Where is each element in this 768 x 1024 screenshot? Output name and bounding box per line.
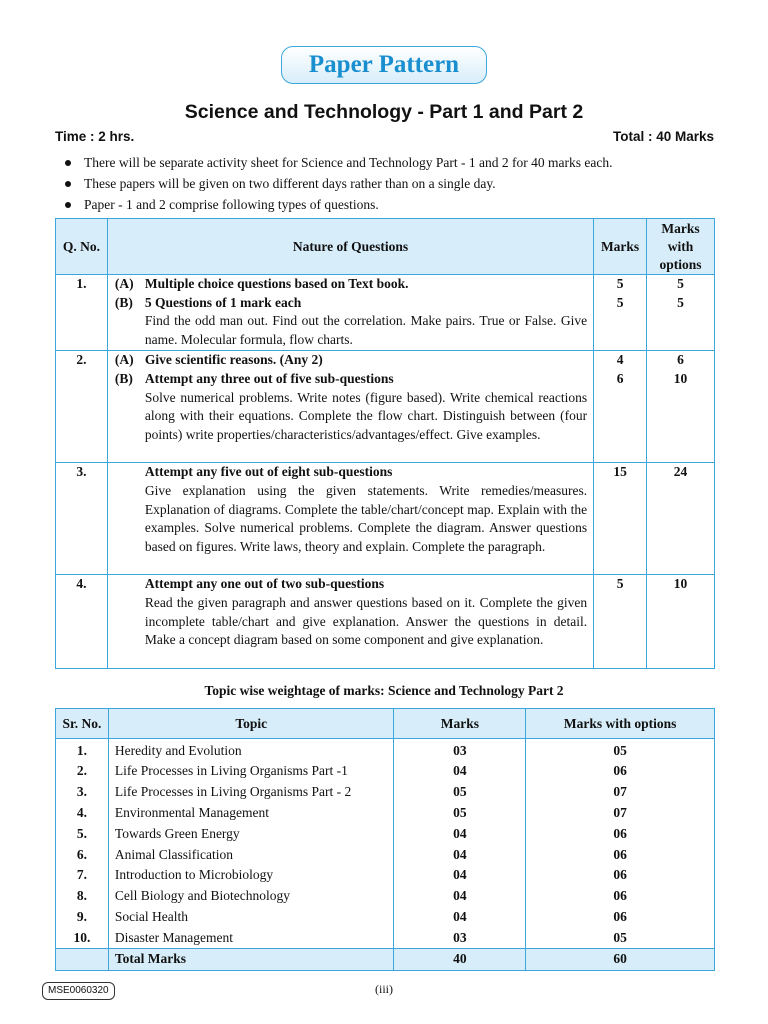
header-qno: Q. No.	[56, 219, 108, 275]
instruction-item: Paper - 1 and 2 comprise following types of questions.	[62, 195, 722, 216]
total-label: Total Marks	[108, 948, 394, 970]
table-row: 7. Introduction to Microbiology 04 06	[56, 865, 715, 886]
page-number: (iii)	[375, 982, 393, 996]
table-row: 10. Disaster Management 03 05	[56, 927, 715, 948]
table-row: 1. Heredity and Evolution 03 05	[56, 739, 715, 762]
header-srno: Sr. No.	[56, 709, 109, 739]
table-row: 3. Life Processes in Living Organisms Part - 2 05 07	[56, 782, 715, 803]
options-cell: 6 10	[647, 351, 715, 463]
question-nature: (A) Give scientific reasons. (Any 2) (B) Attempt any three out of five sub-questions Solve numerical problems. Write notes (figure based). Write chemical reactions along with their equations. Complete the flow chart. Distinguish between (four points) write properties/characteristics/advantages/effect. Give examples.	[107, 351, 593, 463]
question-description: Read the given paragraph and answer questions based on it. Complete the given incomplete table/chart and give explanation. Answer the questions in detail. Make a concept diagram based on some component and give explanation.	[144, 594, 588, 648]
question-nature: Attempt any one out of two sub-questions Read the given paragraph and answer questions based on it. Complete the given incomplete table/chart and give explanation. Answer the questions in detail. Make a concept diagram based on some component and give explanation.	[107, 575, 593, 669]
header-marks: Marks	[394, 709, 526, 739]
table-header-row	[56, 709, 715, 739]
header-marks-with-options: Marks with options	[526, 709, 715, 739]
table-row: 9. Social Health 04 06	[56, 907, 715, 928]
table-row: 5. Towards Green Energy 04 06	[56, 823, 715, 844]
document-code: MSE0060320	[42, 982, 115, 1000]
question-number: 3.	[56, 463, 108, 575]
marks-cell: 5	[594, 575, 647, 669]
table-row: 2. Life Processes in Living Organisms Part -1 04 06	[56, 761, 715, 782]
bullet-icon	[65, 160, 71, 166]
bullet-icon	[65, 202, 71, 208]
marks-cell: 5 5	[594, 275, 647, 351]
options-cell: 10	[647, 575, 715, 669]
instruction-item: There will be separate activity sheet for Science and Technology Part - 1 and 2 for 40 marks each.	[62, 153, 722, 174]
table-row: 8. Cell Biology and Biotechnology 04 06	[56, 886, 715, 907]
header-marks-with-options: Marks with options	[647, 219, 715, 275]
page-title: Science and Technology - Part 1 and Part 2	[184, 101, 584, 123]
header-nature: Nature of Questions	[107, 219, 593, 275]
total-marks: 40	[394, 948, 526, 970]
question-description: Give explanation using the given statements. Write remedies/measures. Explanation of diagrams. Complete the table/chart/concept map. Explain with the examples. Solve numerical problems. Complete the diagram. Answer questions based on figures. Write laws, theory and explain. Complete the paragraph.	[144, 482, 588, 554]
question-pattern-table	[55, 218, 715, 669]
question-nature: Attempt any five out of eight sub-questions Give explanation using the given statements. Write remedies/measures. Explanation of diagrams. Complete the table/chart/concept map. Explain with the examples. Solve numerical problems. Complete the diagram. Answer questions based on figures. Write laws, theory and explain. Complete the paragraph.	[107, 463, 593, 575]
question-number: 1.	[56, 275, 108, 351]
table-row: 6. Animal Classification 04 06	[56, 844, 715, 865]
options-cell: 5 5	[647, 275, 715, 351]
topic-table-caption: Topic wise weightage of marks: Science and Technology Part 2	[204, 683, 564, 698]
table-row	[56, 463, 715, 575]
topic-weightage-table	[55, 708, 715, 971]
bullet-icon	[65, 181, 71, 187]
question-number: 2.	[56, 351, 108, 463]
marks-cell: 15	[594, 463, 647, 575]
header-topic: Topic	[108, 709, 394, 739]
table-row	[56, 351, 715, 463]
question-description: Solve numerical problems. Write notes (figure based). Write chemical reactions along with their equations. Complete the flow chart. Distinguish between (four points) write properties/characteristics/advantages/effect. Give examples.	[144, 389, 588, 442]
instruction-list	[62, 153, 722, 216]
marks-cell: 4 6	[594, 351, 647, 463]
exam-time: Time : 2 hrs.	[55, 129, 135, 144]
total-row	[56, 948, 715, 970]
total-options: 60	[526, 948, 715, 970]
table-row: 4. Environmental Management 05 07	[56, 803, 715, 824]
options-cell: 24	[647, 463, 715, 575]
paper-pattern-badge: Paper Pattern	[281, 46, 487, 84]
exam-total-marks: Total : 40 Marks	[612, 129, 714, 144]
question-nature: (A) Multiple choice questions based on Text book. (B) 5 Questions of 1 mark each Find the odd man out. Find out the correlation. Make pairs. True or False. Give name. Molecular formula, flow charts.	[107, 275, 593, 351]
table-row	[56, 575, 715, 669]
instruction-item: These papers will be given on two different days rather than on a single day.	[62, 174, 722, 195]
table-row	[56, 275, 715, 351]
header-marks: Marks	[594, 219, 647, 275]
question-description: Find the odd man out. Find out the correlation. Make pairs. True or False. Give name. Molecular formula, flow charts.	[144, 313, 588, 347]
question-number: 4.	[56, 575, 108, 669]
table-header-row	[56, 219, 715, 275]
